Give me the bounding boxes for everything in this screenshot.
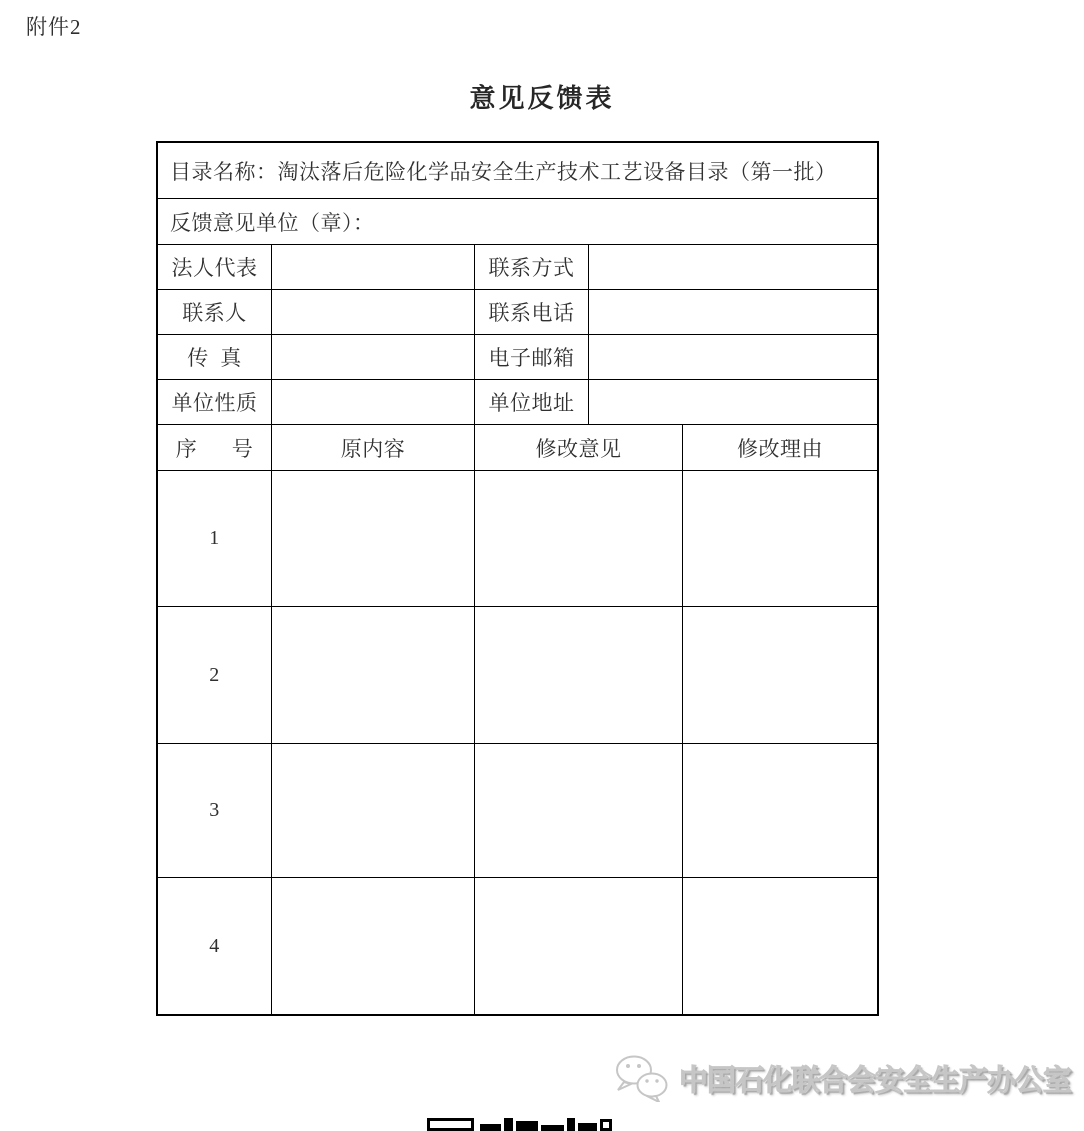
page-title: 意见反馈表 [469,84,615,113]
wechat-account-name: 中国石化联合会安全生产办公室 [679,1064,1072,1097]
unit-address-label: 单位地址 [475,380,589,424]
email-value-cell [589,335,877,379]
row-3-suggestion-cell [475,744,683,877]
wechat-icon [612,1054,674,1102]
feedback-unit-text: 反馈意见单位（章）： [170,210,375,235]
feedback-unit-row [158,199,877,245]
row-3-reason-cell [683,744,877,877]
legal-rep-value-cell [272,245,475,289]
row-3-original-cell [272,744,475,877]
row-4-original-cell [272,878,475,1014]
glyph-fragment [504,1118,513,1131]
row-2-suggestion-cell [475,607,683,743]
wechat-watermark [612,1054,1071,1102]
contact-phone-value-cell [589,290,877,334]
row-4-serial: 4 [158,878,272,1014]
row-2-reason-cell [683,607,877,743]
glyph-fragment [541,1125,564,1131]
row-1-reason-cell [683,471,877,606]
attachment-label: 附件2 [26,15,82,39]
contact-phone-label: 联系电话 [475,290,589,334]
table-row-1 [158,471,877,607]
unit-type-label: 单位性质 [158,380,272,424]
table-row-2 [158,607,877,744]
header-suggested-change: 修改意见 [475,425,683,470]
fax-value-cell [272,335,475,379]
glyph-fragment [600,1119,612,1131]
unit-type-value-cell [272,380,475,424]
unit-address-value-cell [589,380,877,424]
glyph-fragment [427,1118,474,1131]
row-2-serial: 2 [158,607,272,743]
table-row-3 [158,744,877,878]
info-row-contact-person [158,290,877,335]
glyph-fragment [480,1124,501,1131]
feedback-form-table [156,141,879,1016]
table-header-row [158,425,877,471]
row-2-original-cell [272,607,475,743]
glyph-fragment [516,1121,538,1131]
row-4-reason-cell [683,878,877,1014]
row-3-serial: 3 [158,744,272,877]
glyph-fragment [567,1118,575,1131]
legal-rep-label: 法人代表 [158,245,272,289]
row-1-original-cell [272,471,475,606]
catalog-name-text: 目录名称：淘汰落后危险化学品安全生产技术工艺设备目录（第一批） [170,159,837,184]
info-row-legal-rep [158,245,877,290]
info-row-unit-type [158,380,877,425]
catalog-name-row [158,143,877,199]
header-change-reason: 修改理由 [737,436,823,461]
row-1-suggestion-cell [475,471,683,606]
table-row-4 [158,878,877,1014]
info-row-fax [158,335,877,380]
row-4-suggestion-cell [475,878,683,1014]
glyph-fragment [578,1123,597,1131]
contact-method-value-cell [589,245,877,289]
row-1-serial: 1 [158,471,272,606]
email-label: 电子邮箱 [475,335,589,379]
contact-method-label: 联系方式 [475,245,589,289]
contact-person-value-cell [272,290,475,334]
header-serial-number: 序 号 [158,425,272,470]
fax-label: 传 真 [158,335,272,379]
contact-person-label: 联系人 [158,290,272,334]
header-original-content: 原内容 [272,425,475,470]
